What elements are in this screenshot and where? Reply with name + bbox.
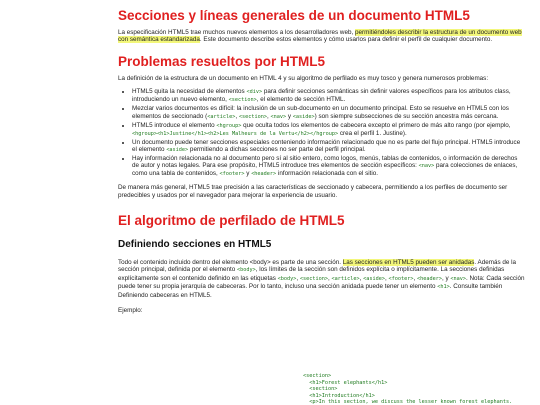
list-item: • HTML5 quita la necesidad de elementos <div> para definir secciones semánticas sin definir valores específicos para los atributos class, introduciendo un nuevo elemento, <section>, el elemento de sección HTML. bbox=[132, 88, 526, 104]
section-title-algoritmo: El algoritmo de perfilado de HTML5 bbox=[118, 213, 345, 229]
subsection-title: Definiendo secciones en HTML5 bbox=[118, 239, 272, 251]
code-example: <section> <h1>Forest elephants</h1> <section> <h1>Introduction</h1> <p>In this section, we discuss the lesser known forest elephants. bbox=[303, 373, 513, 405]
list-item: • Mezclar varios documentos es difícil: la inclusión de un sub-documento en un documento principal. Esto se resuelve en HTML5 con los elementos de seccionado (<article>, <section>, <nav> y <aside>) son siempre subsecciones de su sección ancestra más cercana. bbox=[132, 105, 526, 120]
article-content bbox=[118, 0, 526, 321]
highlight-nested: Las secciones en HTML5 pueden ser anidadas bbox=[342, 259, 475, 267]
section-title-secciones: Secciones y líneas generales de un documento HTML5 bbox=[118, 8, 470, 23]
problems-closing: De manera más general, HTML5 trae precisión a las características de seccionado y cabecera, permitiendo a los perfiles de documento ser predecibles y usados por el navegador para mejorar la experiencia de usuario. bbox=[118, 184, 508, 199]
list-item: • Hay información relacionada no al documento pero sí al sitio entero, como logos, menús, tablas de contenidos, o información de derechos de autor y notas legales. Para ese propósito, HTML5 introduce tres elementos de sección específicos: <nav> para colecciones de enlaces, como una tabla de contenidos, <footer> y <header> información relacionada con el sitio. bbox=[132, 155, 526, 178]
list-item: • HTML5 introduce el elemento <hgroup> que oculta todos los elementos de cabecera excepto el primero de más alto rango (por ejemplo, <hgroup><h1>Justine</h1><h2>Les Malheurs de la Vertu</h2></hgroup> crea el perfil 1. Justine). bbox=[132, 122, 526, 138]
problems-intro: La definición de la estructura de un documento en HTML 4 y su algoritmo de perfilado es muy tosco y genera numerosos problemas: bbox=[118, 74, 489, 82]
intro-paragraph: La especificación HTML5 trae muchos nuevos elementos a los desarrolladores web, permitiéndoles describir la estructura de un documento web con semántica estandarizada. Este documento describe estos elementos y cómo usarlos para definir el perfil de cualquier documento. bbox=[118, 29, 522, 44]
sections-paragraph: Todo el contenido incluido dentro del elemento <body> es parte de una sección. Las secciones en HTML5 pueden ser anidadas. Además de la sección principal, definida por el elemento <body>, los límites de la sección son definidos explícita o implícitamente. La secciones definidas explícitamente son el contenido definido en las etiquetas <body>, <section>, <article>, <aside>, <footer>, <header>, y <nav>. Nota: Cada sección puede tener su propia jerarquía de cabeceras. Por lo tanto, incluso una sección anidada puede tener un elemento <h1>. Consulte también Definiendo cabeceras en HTML5. bbox=[118, 259, 525, 299]
problems-list bbox=[118, 88, 526, 178]
example-label: Ejemplo: bbox=[118, 307, 143, 315]
section-title-problemas: Problemas resueltos por HTML5 bbox=[118, 53, 326, 69]
list-item: • Un documento puede tener secciones especiales conteniendo información relacionado que no es parte del flujo principal. HTML5 introduce el elemento <aside> permitiendo a dichas secciones no ser parte del perfil principal. bbox=[132, 139, 526, 154]
highlight-intro: permitiéndoles describir la estructura de un documento web con semántica estandarizada bbox=[118, 29, 522, 44]
